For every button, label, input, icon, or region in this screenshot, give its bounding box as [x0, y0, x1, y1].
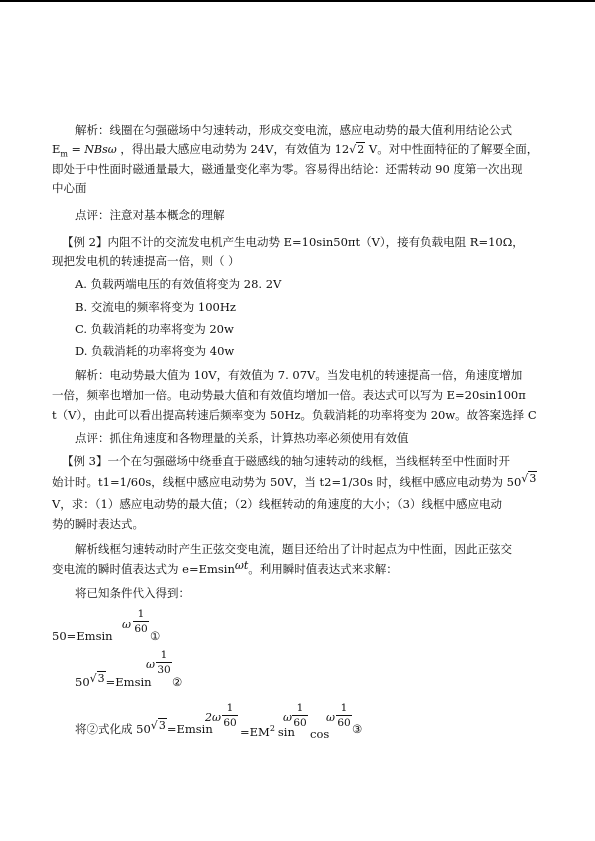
analysis-1-text-2: V。对中性面特征的了解要全面，	[368, 142, 539, 156]
analysis-1-line-4: 中心面	[52, 181, 87, 195]
sqrt-2: √2	[349, 143, 365, 156]
equation-3-omega-2: ω	[283, 711, 292, 724]
formula-em-sub: m	[60, 149, 68, 159]
example-3-stem-2: 始计时。t1=1/60s，线框中感应电动势为 50V，当 t2=1/30s 时，线框中感应电动势为 50√3	[52, 472, 537, 489]
analysis-2-line-1: 解析：电动势最大值为 10V，有效值为 7. 07V。当发电机的转速提高一倍，角速度增加	[75, 368, 523, 382]
option-a: A. 负载两端电压的有效值将变为 28. 2V	[75, 277, 282, 291]
example-3-stem-4: 势的瞬时表达式。	[52, 517, 144, 531]
comment-1: 点评：注意对基本概念的理解	[75, 208, 225, 222]
example-2-stem-2: 现把发电机的转速提高一倍，则（ ）	[52, 254, 240, 268]
equation-3-tag: ③	[352, 722, 363, 736]
sqrt-3-eq2: √3	[89, 672, 105, 685]
rms-value-num: 12	[334, 142, 350, 156]
analysis-2-line-2: 一倍，频率也增加一倍。电动势最大值和有效值均增加一倍。表达式可以写为 E=20sin100π	[52, 388, 526, 402]
equation-3-fraction-1: 1 60	[223, 702, 237, 729]
equation-3-cos: cos	[310, 727, 330, 741]
sqrt-3: √3	[521, 472, 537, 485]
equation-2-fraction: 1 30	[157, 649, 171, 676]
analysis-3-line-2: 变电流的瞬时值表达式为 e=Emsinωt。利用瞬时值表达式来求解：	[52, 559, 398, 576]
equation-2-omega: ω	[146, 658, 155, 671]
sqrt-3-eq3: √3	[150, 719, 166, 732]
equation-1: 50=Emsin	[52, 629, 113, 643]
comment-2: 点评：抓住角速度和各物理量的关系，计算热功率必须使用有效值	[75, 431, 409, 445]
equation-2-tag: ②	[172, 675, 183, 689]
equation-1-omega: ω	[122, 618, 131, 631]
equation-1-tag: ①	[150, 629, 161, 643]
analysis-1-line-1: 解析：线圈在匀强磁场中匀速转动，形成交变电流，感应电动势的最大值利用结论公式	[75, 123, 512, 137]
example-3-stem-3: V，求：（1）感应电动势的最大值；（2）线框转动的角速度的大小；（3）线框中感应电动	[52, 497, 503, 511]
formula-em: E	[52, 142, 61, 156]
analysis-3-line-1: 解析线框匀速转动时产生正弦交变电流，题目还给出了计时起点为中性面，因此正弦交	[75, 542, 512, 556]
example-3-stem-1: 【例 3】一个在匀强磁场中绕垂直于磁感线的轴匀速转动的线框，当线框转至中性面时开	[62, 454, 510, 468]
analysis-1-text: ，得出最大感应电动势为 24V，有效值为	[120, 142, 331, 156]
equation-1-fraction: 1 60	[134, 608, 148, 635]
option-c: C. 负载消耗的功率将变为 20w	[75, 322, 234, 336]
equation-3-fraction-2: 1 60	[293, 702, 307, 729]
analysis-3-line-3: 将已知条件代入得到：	[75, 586, 190, 600]
analysis-1-line-3: 即处于中性面时磁通量最大，磁通量变化率为零。容易得出结论：还需转动 90 度第一次出现	[52, 162, 523, 176]
equation-2: 50√3=Emsin	[75, 672, 152, 689]
equation-3-em: $=EM^2$ sin	[240, 724, 295, 739]
formula-nbsw: = NBsω	[71, 143, 117, 156]
equation-3-omega-3: ω	[326, 711, 335, 724]
equation-3: 将②式化成 50√3=Emsin	[75, 719, 213, 736]
omega-t: ωt	[234, 559, 249, 572]
analysis-1-line-2	[52, 142, 538, 161]
option-d: D. 负载消耗的功率将变为 40w	[75, 344, 235, 358]
example-2-stem-1: 【例 2】内阻不计的交流发电机产生电动势 E=10sin50πt（V），接有负载电阻 R=10Ω，	[62, 235, 524, 249]
equation-3-2omega: 2ω	[205, 711, 221, 724]
analysis-2-line-3: t（V），由此可以看出提高转速后频率变为 50Hz。负载消耗的功率将变为 20w。故答案选择 C	[52, 408, 537, 422]
option-b: B. 交流电的频率将变为 100Hz	[75, 300, 236, 314]
equation-3-fraction-3: 1 60	[337, 702, 351, 729]
